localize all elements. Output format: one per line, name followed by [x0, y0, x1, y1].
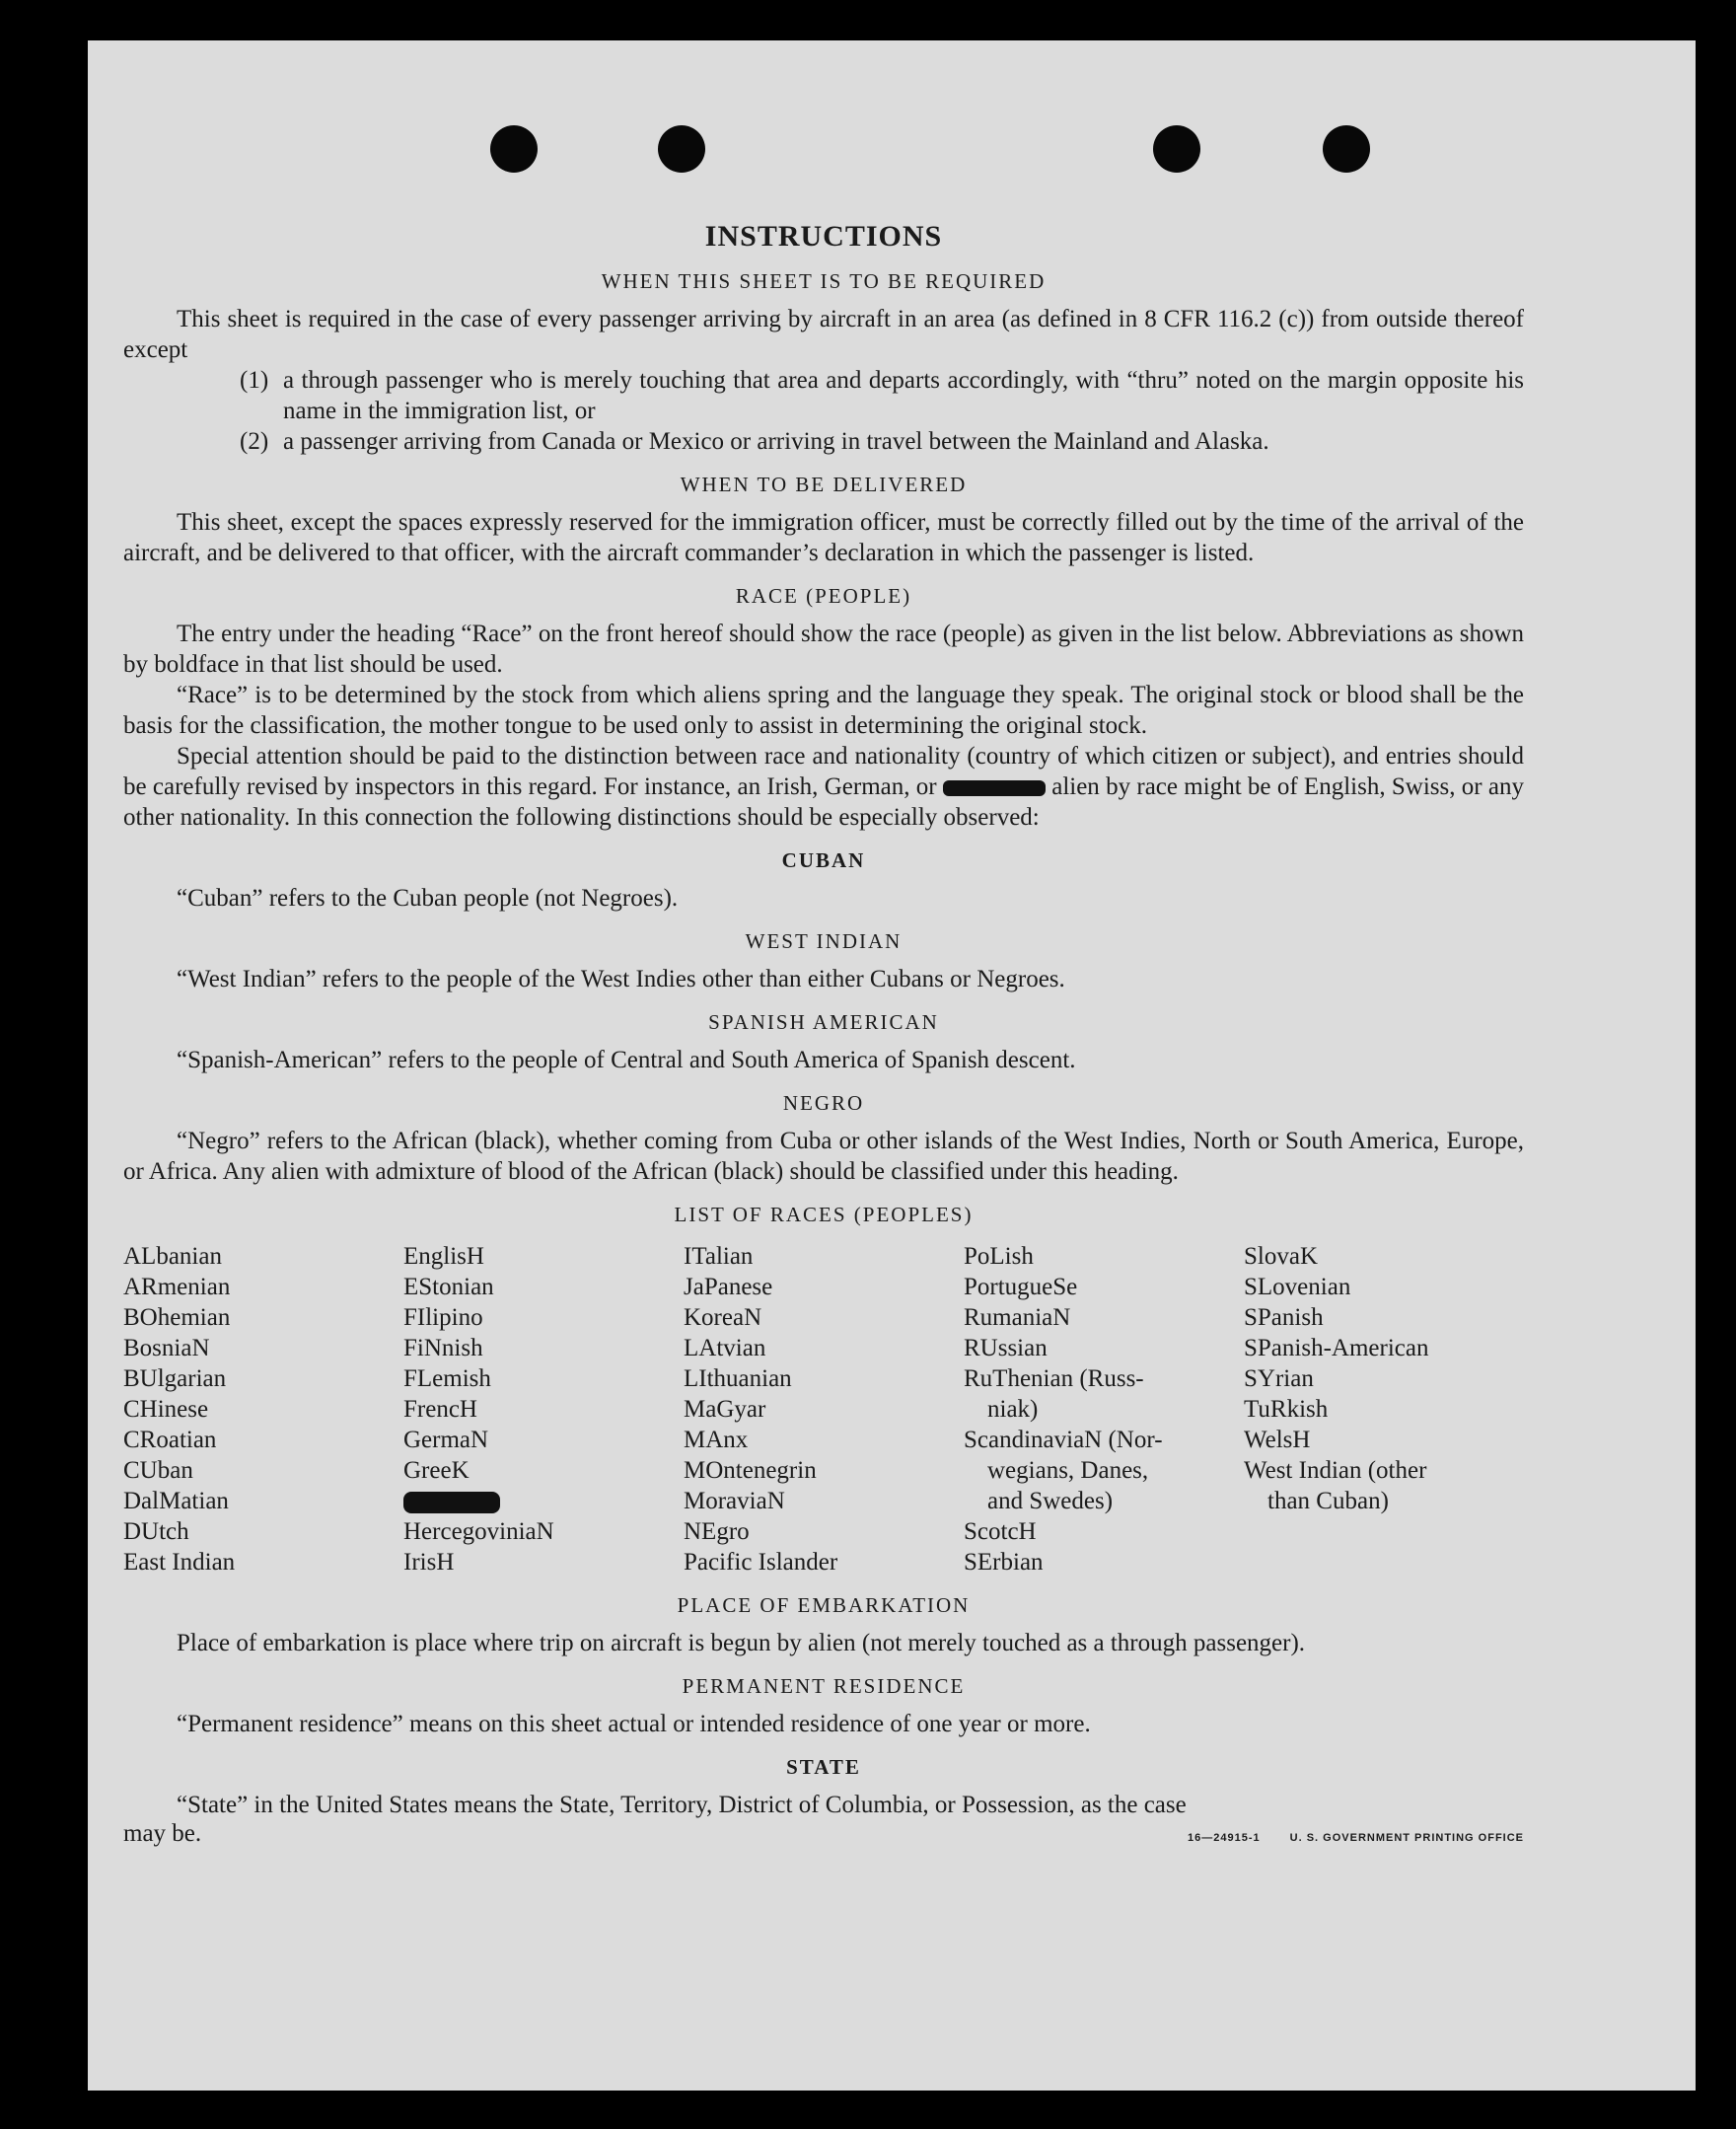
race-item: SPanish — [1244, 1304, 1324, 1331]
paragraph-text: alien by race might be of English, Swiss, or any other nationality. In this connection the following distinctions should be especially observed: — [123, 773, 1524, 831]
race-column — [684, 1241, 964, 1578]
section-heading: WHEN TO BE DELIVERED — [680, 473, 968, 496]
paragraph: “Race” is to be determined by the stock from which aliens spring and the language they speak. The original stock or blood shall be the basis for the classification, the mother tongue to be used only to assist in determining the original stock. — [123, 682, 1524, 739]
section-heading: NEGRO — [782, 1091, 865, 1115]
page-title: INSTRUCTIONS — [704, 220, 943, 253]
paragraph: “State” in the United States means the State, Territory, District of Columbia, or Possession, as the case — [177, 1792, 1187, 1818]
race-item: GreeK — [403, 1457, 470, 1484]
race-item: BUlgarian — [123, 1365, 227, 1392]
race-item: SErbian — [964, 1549, 1044, 1576]
race-item: NEgro — [684, 1518, 750, 1545]
redaction-mark — [943, 780, 1046, 796]
race-item-redacted — [403, 1486, 684, 1516]
footer-row — [123, 1820, 1524, 1848]
race-item: SLovenian — [1244, 1274, 1351, 1300]
printer-note: U. S. GOVERNMENT PRINTING OFFICE — [1289, 1832, 1524, 1844]
punch-hole — [1323, 125, 1370, 173]
race-item: FrencH — [403, 1396, 477, 1423]
list-item — [240, 365, 1524, 426]
race-item: LAtvian — [684, 1335, 766, 1361]
race-item: EnglisH — [403, 1243, 484, 1270]
race-item: ARmenian — [123, 1274, 231, 1300]
section-heading: LIST OF RACES (PEOPLES) — [674, 1203, 974, 1226]
race-item: RUssian — [964, 1335, 1048, 1361]
item-number: (1) — [240, 367, 269, 394]
redaction-mark — [403, 1492, 500, 1513]
race-item: RumaniaN — [964, 1304, 1071, 1331]
race-item: IrisH — [403, 1549, 455, 1576]
race-item: FLemish — [403, 1365, 491, 1392]
race-column — [964, 1241, 1244, 1578]
race-item: EStonian — [403, 1274, 494, 1300]
race-item: LIthuanian — [684, 1365, 792, 1392]
race-item: GermaN — [403, 1427, 489, 1453]
paragraph: “Permanent residence” means on this sheet actual or intended residence of one year or more. — [177, 1711, 1091, 1737]
paragraph-end: may be. — [123, 1820, 202, 1847]
item-number: (2) — [240, 428, 269, 455]
race-item: SlovaK — [1244, 1243, 1318, 1270]
race-item: ScandinaviaN (Nor- — [964, 1427, 1163, 1453]
paragraph: This sheet is required in the case of every passenger arriving by aircraft in an area (as defined in 8 CFR 116.2 (c)) from outside thereof except — [123, 306, 1524, 363]
race-item: BosniaN — [123, 1335, 210, 1361]
race-item: than Cuban) — [1267, 1488, 1389, 1514]
race-item: CHinese — [123, 1396, 209, 1423]
race-item: SYrian — [1244, 1365, 1314, 1392]
race-item: MOntenegrin — [684, 1457, 817, 1484]
punch-hole — [1153, 125, 1200, 173]
section-heading: PERMANENT RESIDENCE — [682, 1674, 966, 1698]
race-item: ScotcH — [964, 1518, 1037, 1545]
race-item: FIlipino — [403, 1304, 483, 1331]
paragraph: “Spanish-American” refers to the people of Central and South America of Spanish descent. — [177, 1047, 1076, 1073]
item-text: a passenger arriving from Canada or Mexico or arriving in travel between the Mainland and Alaska. — [283, 428, 1269, 455]
race-column — [123, 1241, 403, 1578]
race-item: MaGyar — [684, 1396, 766, 1423]
race-item: HercegoviniaN — [403, 1518, 554, 1545]
item-text: a through passenger who is merely touching that area and departs accordingly, with “thru” noted on the margin opposite his name in the immigration list, or — [283, 367, 1524, 424]
race-item: TuRkish — [1244, 1396, 1329, 1423]
race-item: ITalian — [684, 1243, 754, 1270]
paragraph: The entry under the heading “Race” on the front hereof should show the race (people) as given in the list below. Abbreviations as shown by boldface in that list should be used. — [123, 621, 1524, 678]
section-heading: RACE (PEOPLE) — [735, 584, 912, 608]
race-item: PoLish — [964, 1243, 1034, 1270]
race-item: niak) — [987, 1396, 1039, 1423]
section-heading: WHEN THIS SHEET IS TO BE REQUIRED — [601, 269, 1047, 293]
race-item: JaPanese — [684, 1274, 773, 1300]
race-column — [1244, 1241, 1524, 1578]
race-item: KoreaN — [684, 1304, 762, 1331]
section-heading: WEST INDIAN — [745, 929, 903, 953]
section-heading: SPANISH AMERICAN — [708, 1010, 939, 1034]
race-column — [403, 1241, 684, 1578]
race-item: CRoatian — [123, 1427, 217, 1453]
race-item: DalMatian — [123, 1488, 229, 1514]
section-heading: STATE — [786, 1755, 861, 1779]
race-item: MoraviaN — [684, 1488, 785, 1514]
race-item: BOhemian — [123, 1304, 231, 1331]
race-item: ALbanian — [123, 1243, 222, 1270]
list-item — [240, 426, 1524, 457]
race-item: East Indian — [123, 1549, 236, 1576]
race-item: wegians, Danes, — [987, 1457, 1149, 1484]
punch-hole — [658, 125, 705, 173]
race-item: RuThenian (Russ- — [964, 1365, 1144, 1392]
race-item: Pacific Islander — [684, 1549, 838, 1576]
race-item: PortugueSe — [964, 1274, 1078, 1300]
paragraph: This sheet, except the spaces expressly reserved for the immigration officer, must be correctly filled out by the time of the arrival of the aircraft, and be delivered to that officer, with the aircraft commander’s declaration in which the passenger is listed. — [123, 509, 1524, 566]
instructions-content — [123, 179, 1524, 1848]
paragraph: Place of embarkation is place where trip on aircraft is begun by alien (not merely touched as a through passenger). — [177, 1630, 1306, 1656]
race-item: DUtch — [123, 1518, 189, 1545]
form-number: 16—24915-1 — [1188, 1832, 1261, 1844]
paragraph: “Negro” refers to the African (black), whether coming from Cuba or other islands of the West Indies, North or South America, Europe, or Africa. Any alien with admixture of blood of the African (black) should be classified under this heading. — [123, 1128, 1524, 1185]
paragraph: “Cuban” refers to the Cuban people (not Negroes). — [177, 885, 679, 912]
paragraph: “West Indian” refers to the people of the West Indies other than either Cubans or Negroes. — [177, 966, 1065, 992]
punch-hole — [490, 125, 538, 173]
race-item: and Swedes) — [987, 1488, 1114, 1514]
section-heading: CUBAN — [781, 848, 866, 872]
race-item: SPanish-American — [1244, 1335, 1429, 1361]
race-item: WelsH — [1244, 1427, 1311, 1453]
document-page — [88, 40, 1696, 2091]
paragraph — [123, 741, 1524, 833]
paragraph-text: Special attention should be paid to the distinction between race and nationality (country of which citizen or subject), and entries should be carefully revised by inspectors in this regard. For instance, an Irish, German, or — [123, 743, 1524, 800]
section-heading: PLACE OF EMBARKATION — [677, 1593, 971, 1617]
race-list — [123, 1241, 1524, 1578]
race-item: FiNnish — [403, 1335, 483, 1361]
race-item: MAnx — [684, 1427, 749, 1453]
race-item: West Indian (other — [1244, 1457, 1427, 1484]
race-item: CUban — [123, 1457, 193, 1484]
